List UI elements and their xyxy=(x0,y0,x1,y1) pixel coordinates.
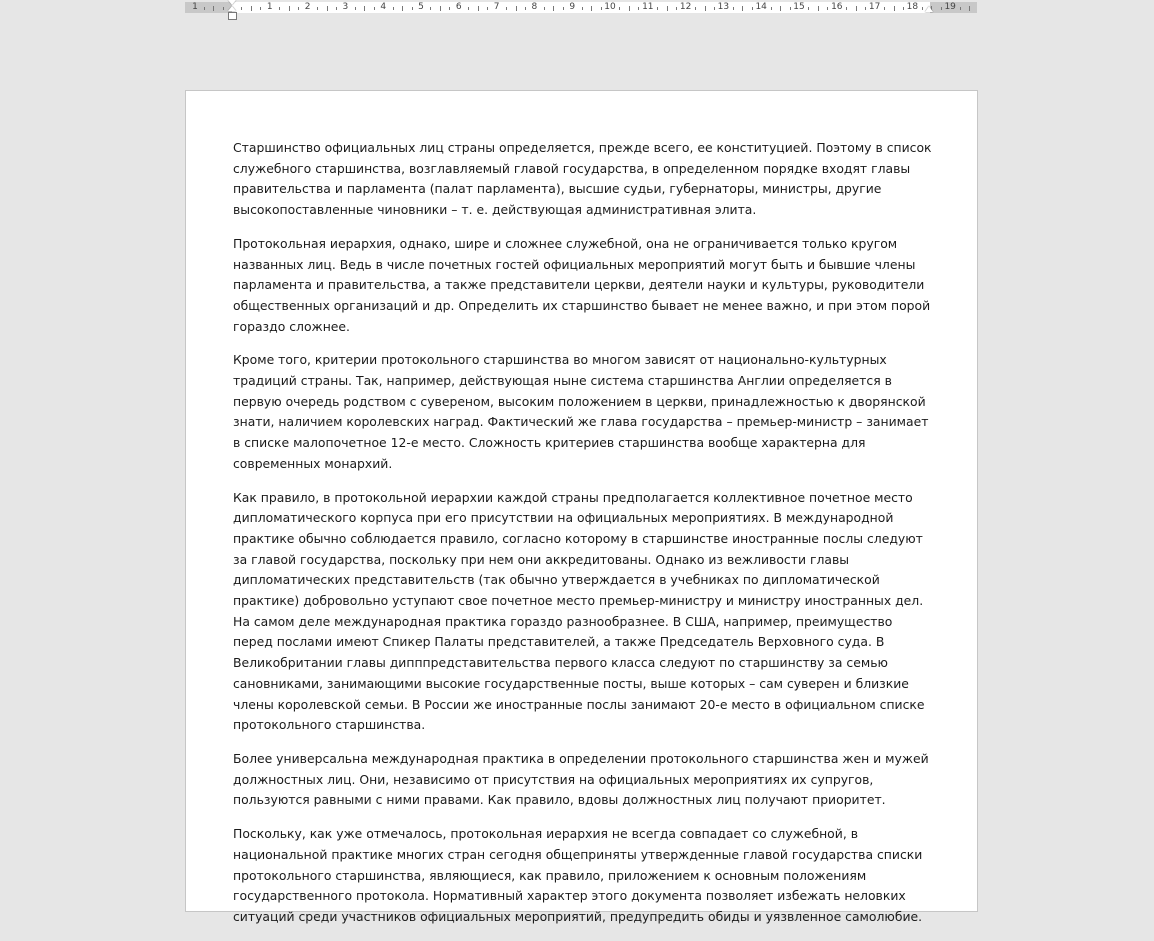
ruler-tick xyxy=(213,6,214,11)
ruler-tick xyxy=(827,7,828,10)
paragraph[interactable]: Более универсальна международная практика в определении протокольного старшинства жен и мужей должностных лиц. Они, независимо от присутствия на официальных мероприятиях их супругов, пользуются равными с ними правами. Как правило, вдовы должностных лиц получают приоритет. xyxy=(233,750,929,808)
ruler-tick xyxy=(601,7,602,10)
ruler-number: 8 xyxy=(531,2,538,12)
ruler-tick xyxy=(468,7,469,10)
document-body[interactable] xyxy=(233,138,933,941)
ruler-tick xyxy=(582,7,583,10)
paragraph[interactable]: Поскольку, как уже отмечалось, протокольная иерархия не всегда совпадает со служебной, в национальной практике многих стран сегодня общеприняты утвержденные главой государства списки протокольного старшинства, являющиеся, как правило, приложением к основным положениям государственного протокола. Нормативный характер этого документа позволяет избежать неловких ситуаций среди участников официальных мероприятий, предупредить обиды и уязвленное самолюбие. xyxy=(233,826,923,924)
ruler-tick xyxy=(506,7,507,10)
ruler-tick xyxy=(657,7,658,10)
ruler-tick xyxy=(856,6,857,11)
ruler-tick xyxy=(402,6,403,11)
ruler-tick xyxy=(298,7,299,10)
ruler-tick xyxy=(733,7,734,10)
ruler-tick xyxy=(846,7,847,10)
ruler-number: 2 xyxy=(304,2,311,12)
ruler-tick xyxy=(355,7,356,10)
ruler-tick xyxy=(922,7,923,10)
ruler-tick xyxy=(780,6,781,11)
ruler-tick xyxy=(336,7,337,10)
ruler-tick xyxy=(591,6,592,11)
ruler-number: 18 xyxy=(906,2,919,12)
paragraph[interactable]: Протокольная иерархия, однако, шире и сложнее служебной, она не ограничивается только кругом названных лиц. Ведь в числе почетных гостей официальных мероприятий могут быть и бывшие члены парламента и правительства, а также представители церкви, деятели науки и культуры, руководители общественных организаций и др. Определить их старшинство бывает не менее важно, и при этом порой гораздо сложнее. xyxy=(233,235,931,334)
ruler-tick xyxy=(629,6,630,11)
ruler-tick xyxy=(478,6,479,11)
ruler-tick xyxy=(714,7,715,10)
ruler-number: 9 xyxy=(569,2,576,12)
ruler-number: 1 xyxy=(266,2,273,12)
ruler-tick xyxy=(667,6,668,11)
ruler-tick xyxy=(884,7,885,10)
ruler-tick xyxy=(393,7,394,10)
ruler-tick xyxy=(619,7,620,10)
ruler-number: 7 xyxy=(493,2,500,12)
ruler-number: 14 xyxy=(755,2,767,12)
document-page[interactable] xyxy=(185,90,978,924)
ruler-number: 4 xyxy=(380,2,387,12)
ruler-tick xyxy=(251,6,252,11)
ruler-number: 19 xyxy=(944,2,956,12)
paragraph[interactable]: Как правило, в протокольной иерархии каждой страны предполагается коллективное почетное место дипломатического корпуса при его присутствии на официальных мероприятиях. В международной практике обычно соблюдается правило, согласно которому в старшинстве иностранные послы следуют за главой государства, поскольку при нем они аккредитованы. Однако из вежливости главы дипломатических представительств (так обычно утверждается в учебниках по дипломатической практике) добровольно уступают свое почетное место премьер-министру и министру иностранных дел. На самом деле международная практика гораздо разнообразнее. В США, например, преимущество перед послами имеют Спикер Палаты представителей, а также Председатель Верховного суда. В Великобритании главы дипппредставительства первого класса следуют по старшинству за семью сановниками, занимающими высокие государственные посты, выше которых – сам суверен и близкие члены королевской семьи. В России же иностранные послы занимают 20-е место в официальном списке протокольного старшинства. xyxy=(233,489,925,733)
ruler-tick xyxy=(969,6,970,11)
ruler-tick xyxy=(487,7,488,10)
ruler-tick xyxy=(638,7,639,10)
ruler-number: 3 xyxy=(342,2,349,12)
ruler-number: 11 xyxy=(642,2,654,12)
ruler-tick xyxy=(364,6,365,11)
ruler-tick xyxy=(449,7,450,10)
ruler-tick xyxy=(279,7,280,10)
ruler-tick xyxy=(204,7,205,10)
horizontal-ruler[interactable] xyxy=(185,2,977,13)
ruler-tick xyxy=(241,7,242,10)
ruler-tick xyxy=(289,6,290,11)
ruler-tick xyxy=(317,7,318,10)
ruler-tick xyxy=(960,7,961,10)
ruler-number: 15 xyxy=(793,2,805,12)
ruler-tick xyxy=(525,7,526,10)
ruler-number: 5 xyxy=(418,2,424,12)
ruler-tick xyxy=(941,7,942,10)
ruler-number: 6 xyxy=(455,2,462,12)
ruler-tick xyxy=(818,6,819,11)
paragraph[interactable]: Кроме того, критерии протокольного старшинства во многом зависят от национально-культурных традиций страны. Так, например, действующая ныне система старшинства Англии определяется в первую очередь родством с сувереном, высоким положением в церкви, принадлежностью к дворянской знати, наличием королевских наград. Фактический же глава государства – премьер-министр – занимает в списке малопочетное 12-е место. Сложность критериев старшинства вообще характерна для современных монархий. xyxy=(233,352,929,471)
ruler-tick xyxy=(903,7,904,10)
ruler-number: 17 xyxy=(868,2,881,12)
ruler-tick xyxy=(440,6,441,11)
ruler-tick xyxy=(260,7,261,10)
ruler-number: 16 xyxy=(831,2,843,12)
ruler-tick xyxy=(752,7,753,10)
ruler-tick xyxy=(430,7,431,10)
hanging-indent-marker[interactable] xyxy=(228,6,236,11)
ruler-tick xyxy=(327,6,328,11)
ruler-tick xyxy=(705,6,706,11)
ruler-number: 13 xyxy=(717,2,730,12)
first-line-indent-marker[interactable] xyxy=(228,0,236,5)
ruler-tick xyxy=(894,6,895,11)
ruler-tick xyxy=(223,7,224,10)
ruler-tick xyxy=(790,7,791,10)
ruler-tick xyxy=(544,7,545,10)
paragraph[interactable]: Старшинство официальных лиц страны определяется, прежде всего, ее конституцией. Поэтому в список служебного старшинства, возглавляемый главой государства, в определенном порядке входят главы правительства и парламента (палат парламента), высшие судьи, губернаторы, министры, другие высокопоставленные чиновники – т. е. действующая административная элита. xyxy=(233,140,932,218)
right-indent-marker[interactable] xyxy=(925,6,933,12)
ruler-tick xyxy=(676,7,677,10)
ruler-tick xyxy=(516,6,517,11)
ruler-number: 10 xyxy=(604,2,616,12)
left-indent-marker[interactable] xyxy=(228,12,237,20)
ruler-tick xyxy=(412,7,413,10)
ruler-tick xyxy=(695,7,696,10)
ruler-tick xyxy=(771,7,772,10)
ruler-tick xyxy=(374,7,375,10)
ruler-number: 1 xyxy=(192,2,198,12)
ruler-tick xyxy=(808,7,809,10)
ruler-tick xyxy=(563,7,564,10)
ruler-tick xyxy=(553,6,554,11)
ruler-tick xyxy=(742,6,743,11)
ruler-number: 12 xyxy=(679,2,692,12)
ruler-tick xyxy=(865,7,866,10)
